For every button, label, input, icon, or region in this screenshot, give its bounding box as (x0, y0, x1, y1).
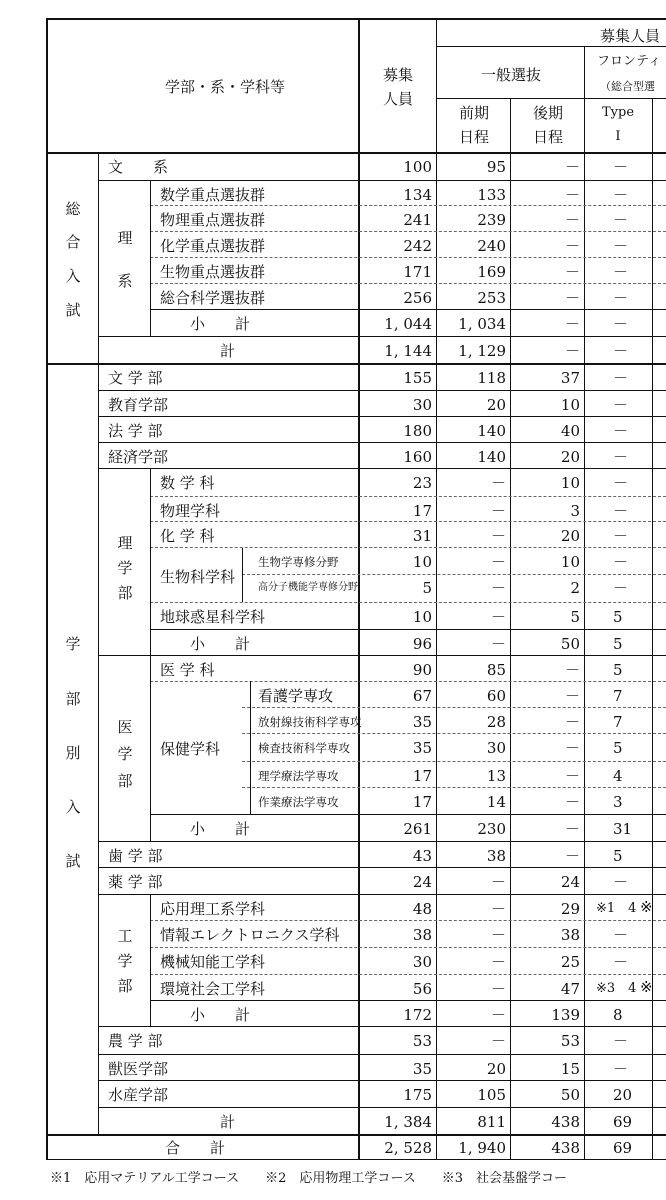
cell-early: 230 (477, 820, 506, 838)
grid-line-dashed (242, 787, 666, 788)
grid-line (98, 1054, 666, 1055)
grid-line (46, 18, 48, 1160)
row-name: 合 計 (165, 1139, 226, 1157)
header-early-line2: 日程 (458, 128, 489, 146)
overflow-mark-1: ※ (640, 898, 653, 916)
cell-frontier-type1: － (613, 527, 629, 545)
header-late-line2: 日程 (532, 128, 563, 146)
cell-late: 5 (570, 608, 580, 626)
row-name: 高分子機能学専修分野 (258, 582, 358, 593)
grid-line (584, 46, 585, 1160)
cell-recruit: 160 (403, 448, 432, 466)
cell-early: － (490, 953, 506, 971)
grid-line-dashed (150, 257, 666, 258)
grid-line (46, 1134, 666, 1136)
cell-recruit: 35 (412, 1060, 432, 1078)
cell-recruit: 17 (412, 793, 432, 811)
row-name: 作業療法学専攻 (258, 795, 339, 809)
cell-recruit: 90 (412, 661, 432, 679)
cell-late: － (564, 687, 580, 705)
cell-recruit: 180 (403, 422, 432, 440)
cell-late: 47 (560, 980, 580, 998)
row-name: 小 計 (190, 1006, 251, 1024)
cell-recruit: 17 (412, 502, 432, 520)
cell-frontier-type1: － (613, 263, 629, 281)
header-recruit-line2: 人員 (382, 90, 413, 108)
cell-early: 239 (477, 211, 506, 229)
grid-line (98, 841, 666, 842)
cell-early: － (490, 900, 506, 918)
group-rigakubu-char1: 理 (117, 534, 133, 552)
cell-frontier-type1: 8 (613, 1006, 623, 1024)
cell-early: 14 (486, 793, 506, 811)
cell-late: － (564, 820, 580, 838)
cell-late: 53 (560, 1032, 580, 1050)
cell-recruit: 23 (412, 474, 432, 492)
group-sogo-char4: 試 (65, 301, 81, 319)
header-department-label: 学部・系・学科等 (164, 78, 285, 96)
cell-recruit: 2, 528 (384, 1139, 432, 1157)
cell-late: 3 (570, 502, 580, 520)
cell-frontier-type1: － (613, 926, 629, 944)
cell-frontier-type1: － (613, 1032, 629, 1050)
grid-line (98, 655, 666, 656)
cell-late: － (564, 342, 580, 360)
cell-frontier-type1: － (613, 953, 629, 971)
cell-late: － (564, 263, 580, 281)
cell-recruit: 1, 144 (384, 342, 432, 360)
cell-late: 37 (560, 369, 580, 387)
grid-line (46, 1159, 666, 1160)
cell-late: 40 (560, 422, 580, 440)
cell-recruit: 256 (403, 289, 432, 307)
cell-late: 438 (551, 1113, 580, 1131)
row-name: 小 計 (190, 820, 251, 838)
cell-early: 811 (477, 1113, 506, 1131)
header-frontier: フロンティ (597, 54, 661, 69)
grid-line-dashed (150, 602, 666, 603)
grid-line (98, 152, 99, 363)
cell-recruit: 1, 044 (384, 315, 432, 333)
cell-late: － (564, 158, 580, 176)
cell-frontier-type1: － (613, 369, 629, 387)
cell-frontier-type1: 5 (613, 847, 623, 865)
row-name: 医 学 科 (160, 661, 215, 679)
cell-frontier-type1: － (613, 315, 629, 333)
cell-early: － (490, 926, 506, 944)
grid-line-dashed (150, 920, 666, 921)
cell-late: 15 (560, 1060, 580, 1078)
grid-line-dashed (150, 231, 666, 232)
group-gakubu-char5: 試 (65, 852, 81, 870)
group-igakubu-char2: 学 (117, 745, 133, 763)
row-name: 地球惑星科学科 (160, 608, 266, 626)
cell-recruit: 43 (412, 847, 432, 865)
grid-line (98, 1026, 666, 1027)
grid-line-dashed (150, 947, 666, 948)
grid-line (150, 629, 666, 630)
row-name: 法 学 部 (108, 422, 163, 440)
group-sogo-char2: 合 (65, 233, 81, 251)
header-recruit-line1: 募集 (382, 66, 413, 84)
group-rigakubu-char2: 学 (117, 559, 133, 577)
group-sogo-char3: 入 (65, 267, 81, 285)
grid-line (98, 336, 666, 337)
grid-line (150, 894, 151, 1026)
cell-late: － (564, 289, 580, 307)
group-rikei-char1: 理 (117, 229, 133, 247)
group-kougakubu-char3: 部 (117, 977, 133, 995)
cell-recruit: 30 (412, 396, 432, 414)
cell-frontier-type1: 7 (613, 713, 623, 731)
grid-line (98, 867, 666, 868)
cell-frontier-type1: － (613, 158, 629, 176)
group-kougakubu-char2: 学 (117, 952, 133, 970)
cell-early: － (490, 635, 506, 653)
grid-line (150, 814, 666, 815)
grid-line-dashed (150, 681, 666, 682)
cell-late: － (564, 315, 580, 333)
row-name: 数 学 科 (160, 474, 215, 492)
cell-early: 140 (477, 422, 506, 440)
group-kougakubu-char1: 工 (117, 927, 133, 945)
cell-recruit: 35 (412, 739, 432, 757)
cell-early: － (490, 553, 506, 571)
cell-recruit: 175 (403, 1086, 432, 1104)
group-sogo-char1: 総 (65, 200, 81, 218)
row-name: 情報エレクトロニクス学科 (160, 926, 340, 944)
header-frontier-sub: （総合型選 (600, 80, 655, 93)
grid-line (98, 894, 666, 895)
grid-line (98, 1080, 666, 1081)
cell-recruit: 100 (403, 158, 432, 176)
cell-frontier-type1: － (613, 448, 629, 466)
grid-line-dashed (242, 574, 666, 575)
cell-late: 50 (560, 635, 580, 653)
cell-frontier-type1: 69 (613, 1139, 633, 1157)
cell-frontier-type1: 69 (613, 1113, 633, 1131)
cell-early: 20 (486, 396, 506, 414)
grid-line (98, 442, 666, 443)
cell-late: － (564, 739, 580, 757)
cell-recruit: 172 (403, 1006, 432, 1024)
group-igakubu-char3: 部 (117, 772, 133, 790)
grid-line (436, 46, 666, 47)
cell-recruit: 56 (412, 980, 432, 998)
cell-recruit: 5 (422, 579, 432, 597)
grid-line (98, 416, 666, 417)
overflow-mark-2: ※ (640, 978, 653, 996)
cell-late: 25 (560, 953, 580, 971)
cell-recruit: 261 (403, 820, 432, 838)
group-gakubu-char1: 学 (65, 635, 81, 653)
cell-frontier-type1: － (613, 579, 629, 597)
cell-late: 2 (570, 579, 580, 597)
header-early-line1: 前期 (458, 104, 489, 122)
cell-late: 20 (560, 448, 580, 466)
cell-early: 95 (486, 158, 506, 176)
cell-early: － (490, 474, 506, 492)
group-rikei-char2: 系 (117, 272, 133, 290)
row-name: 農 学 部 (108, 1032, 163, 1050)
cell-late: － (564, 237, 580, 255)
cell-recruit: 38 (412, 926, 432, 944)
cell-recruit: 67 (412, 687, 432, 705)
row-name: 化 学 科 (160, 527, 215, 545)
grid-line-dashed (242, 733, 666, 734)
row-name: 環境社会工学科 (160, 980, 266, 998)
cell-late: 50 (560, 1086, 580, 1104)
row-name: 生物学専修分野 (258, 555, 339, 569)
cell-frontier-type1: 7 (613, 687, 623, 705)
cell-early: － (490, 579, 506, 597)
footnote: ※1 応用マテリアル工学コース ※2 応用物理工学コース ※3 社会基盤学コー (50, 1171, 567, 1186)
cell-frontier-type1: － (613, 237, 629, 255)
cell-frontier-type1: ※3 4 (596, 981, 637, 996)
cell-early: 1, 940 (458, 1139, 506, 1157)
cell-recruit: 31 (412, 527, 432, 545)
row-name: 理学療法学専攻 (258, 769, 339, 783)
row-name: 歯 学 部 (108, 847, 163, 865)
cell-recruit: 96 (412, 635, 432, 653)
grid-line-dashed (242, 707, 666, 708)
grid-line (358, 18, 360, 1160)
row-name: 水産学部 (108, 1086, 169, 1104)
header-type-line2: I (615, 129, 621, 144)
row-name: 化学重点選抜群 (160, 237, 266, 255)
row-name: 計 (220, 342, 236, 360)
cell-early: － (490, 502, 506, 520)
group-rigakubu-char3: 部 (117, 584, 133, 602)
cell-frontier-type1: － (613, 553, 629, 571)
cell-early: 133 (477, 186, 506, 204)
cell-frontier-type1: ※1 4 (596, 901, 637, 916)
cell-early: － (490, 1032, 506, 1050)
grid-line-dashed (150, 547, 666, 548)
header-recruit-top: 募集人員 (600, 27, 661, 45)
seibutsu-label: 生物科学科 (160, 568, 236, 586)
cell-late: 10 (560, 474, 580, 492)
cell-early: － (490, 608, 506, 626)
cell-early: － (490, 873, 506, 891)
grid-line-dashed (150, 496, 666, 497)
cell-early: 1, 129 (458, 342, 506, 360)
cell-late: － (564, 186, 580, 204)
row-name: 文 系 (108, 158, 169, 176)
cell-late: 438 (551, 1139, 580, 1157)
cell-frontier-type1: － (613, 211, 629, 229)
hoken-label: 保健学科 (160, 740, 221, 758)
cell-recruit: 134 (403, 186, 432, 204)
row-name: 看護学専攻 (258, 687, 334, 705)
cell-late: － (564, 847, 580, 865)
grid-line (98, 1107, 666, 1108)
cell-frontier-type1: 5 (613, 608, 623, 626)
cell-early: 118 (477, 369, 506, 387)
cell-frontier-type1: － (613, 422, 629, 440)
row-name: 文 学 部 (108, 369, 163, 387)
row-name: 獣医学部 (108, 1060, 169, 1078)
row-name: 計 (220, 1113, 236, 1131)
cell-recruit: 10 (412, 608, 432, 626)
cell-late: 24 (560, 873, 580, 891)
cell-recruit: 24 (412, 873, 432, 891)
group-gakubu-char4: 入 (65, 798, 81, 816)
cell-late: 29 (560, 900, 580, 918)
cell-frontier-type1: 5 (613, 661, 623, 679)
cell-early: － (490, 980, 506, 998)
cell-frontier-type1: － (613, 186, 629, 204)
cell-early: 60 (486, 687, 506, 705)
cell-early: 1, 034 (458, 315, 506, 333)
cell-frontier-type1: － (613, 289, 629, 307)
cell-frontier-type1: － (613, 474, 629, 492)
cell-frontier-type1: － (613, 1060, 629, 1078)
cell-early: 105 (477, 1086, 506, 1104)
row-name: 小 計 (190, 315, 251, 333)
grid-line (250, 681, 251, 814)
grid-line (46, 363, 666, 365)
cell-late: 139 (551, 1006, 580, 1024)
grid-line (242, 548, 243, 602)
grid-line (150, 468, 151, 655)
cell-frontier-type1: 20 (613, 1086, 633, 1104)
grid-line (98, 390, 666, 391)
row-name: 小 計 (190, 635, 251, 653)
cell-early: 20 (486, 1060, 506, 1078)
cell-early: 253 (477, 289, 506, 307)
cell-early: － (490, 1006, 506, 1024)
cell-recruit: 35 (412, 713, 432, 731)
cell-early: － (490, 527, 506, 545)
grid-line-dashed (150, 521, 666, 522)
grid-line (46, 152, 666, 154)
row-name: 応用理工系学科 (160, 900, 266, 918)
cell-recruit: 241 (403, 211, 432, 229)
cell-frontier-type1: 31 (613, 820, 633, 838)
cell-recruit: 17 (412, 767, 432, 785)
row-name: 総合科学選抜群 (160, 289, 266, 307)
cell-early: 30 (486, 739, 506, 757)
cell-recruit: 53 (412, 1032, 432, 1050)
cell-late: － (564, 211, 580, 229)
grid-line (150, 309, 666, 310)
row-name: 放射線技術科学専攻 (258, 715, 362, 729)
row-name: 生物重点選抜群 (160, 263, 266, 281)
cell-frontier-type1: 5 (613, 739, 623, 757)
cell-late: 10 (560, 396, 580, 414)
cell-late: － (564, 661, 580, 679)
row-name: 薬 学 部 (108, 873, 163, 891)
cell-frontier-type1: － (613, 502, 629, 520)
row-name: 数学重点選抜群 (160, 186, 266, 204)
group-gakubu-char2: 部 (65, 690, 81, 708)
cell-recruit: 48 (412, 900, 432, 918)
cell-early: 240 (477, 237, 506, 255)
grid-line-dashed (150, 283, 666, 284)
cell-late: － (564, 793, 580, 811)
grid-line (150, 1000, 666, 1001)
grid-line-dashed (150, 205, 666, 206)
cell-late: 10 (560, 553, 580, 571)
row-name: 物理学科 (160, 502, 221, 520)
grid-line (46, 18, 666, 20)
row-name: 物理重点選抜群 (160, 211, 266, 229)
cell-early: 169 (477, 263, 506, 281)
row-name: 経済学部 (108, 448, 169, 466)
cell-late: － (564, 713, 580, 731)
cell-frontier-type1: － (613, 873, 629, 891)
cell-frontier-type1: 4 (613, 767, 623, 785)
cell-recruit: 171 (403, 263, 432, 281)
row-name: 教育学部 (108, 396, 169, 414)
cell-early: 13 (486, 767, 506, 785)
cell-recruit: 10 (412, 553, 432, 571)
grid-line (436, 98, 666, 99)
grid-line (98, 363, 99, 1134)
row-name: 検査技術科学専攻 (258, 741, 350, 755)
cell-frontier-type1: 5 (613, 635, 623, 653)
header-type-line1: Type (601, 105, 635, 120)
cell-late: 38 (560, 926, 580, 944)
grid-line-dashed (242, 761, 666, 762)
cell-late: 20 (560, 527, 580, 545)
cell-frontier-type1: － (613, 342, 629, 360)
cell-early: 28 (486, 713, 506, 731)
grid-line-dashed (150, 974, 666, 975)
grid-line (150, 180, 151, 336)
group-igakubu-char1: 医 (117, 718, 133, 736)
cell-frontier-type1: － (613, 396, 629, 414)
row-name: 機械知能工学科 (160, 953, 266, 971)
cell-early: 140 (477, 448, 506, 466)
grid-line (150, 655, 151, 841)
group-gakubu-char3: 別 (65, 744, 81, 762)
cell-frontier-type1: 3 (613, 793, 623, 811)
header-late-line1: 後期 (532, 104, 563, 122)
cell-late: － (564, 767, 580, 785)
grid-line (98, 180, 666, 181)
cell-early: 38 (486, 847, 506, 865)
cell-recruit: 155 (403, 369, 432, 387)
cell-recruit: 242 (403, 237, 432, 255)
cell-recruit: 30 (412, 953, 432, 971)
header-general-selection: 一般選抜 (480, 66, 541, 84)
cell-early: 85 (486, 661, 506, 679)
grid-line (98, 468, 666, 469)
cell-recruit: 1, 384 (384, 1113, 432, 1131)
